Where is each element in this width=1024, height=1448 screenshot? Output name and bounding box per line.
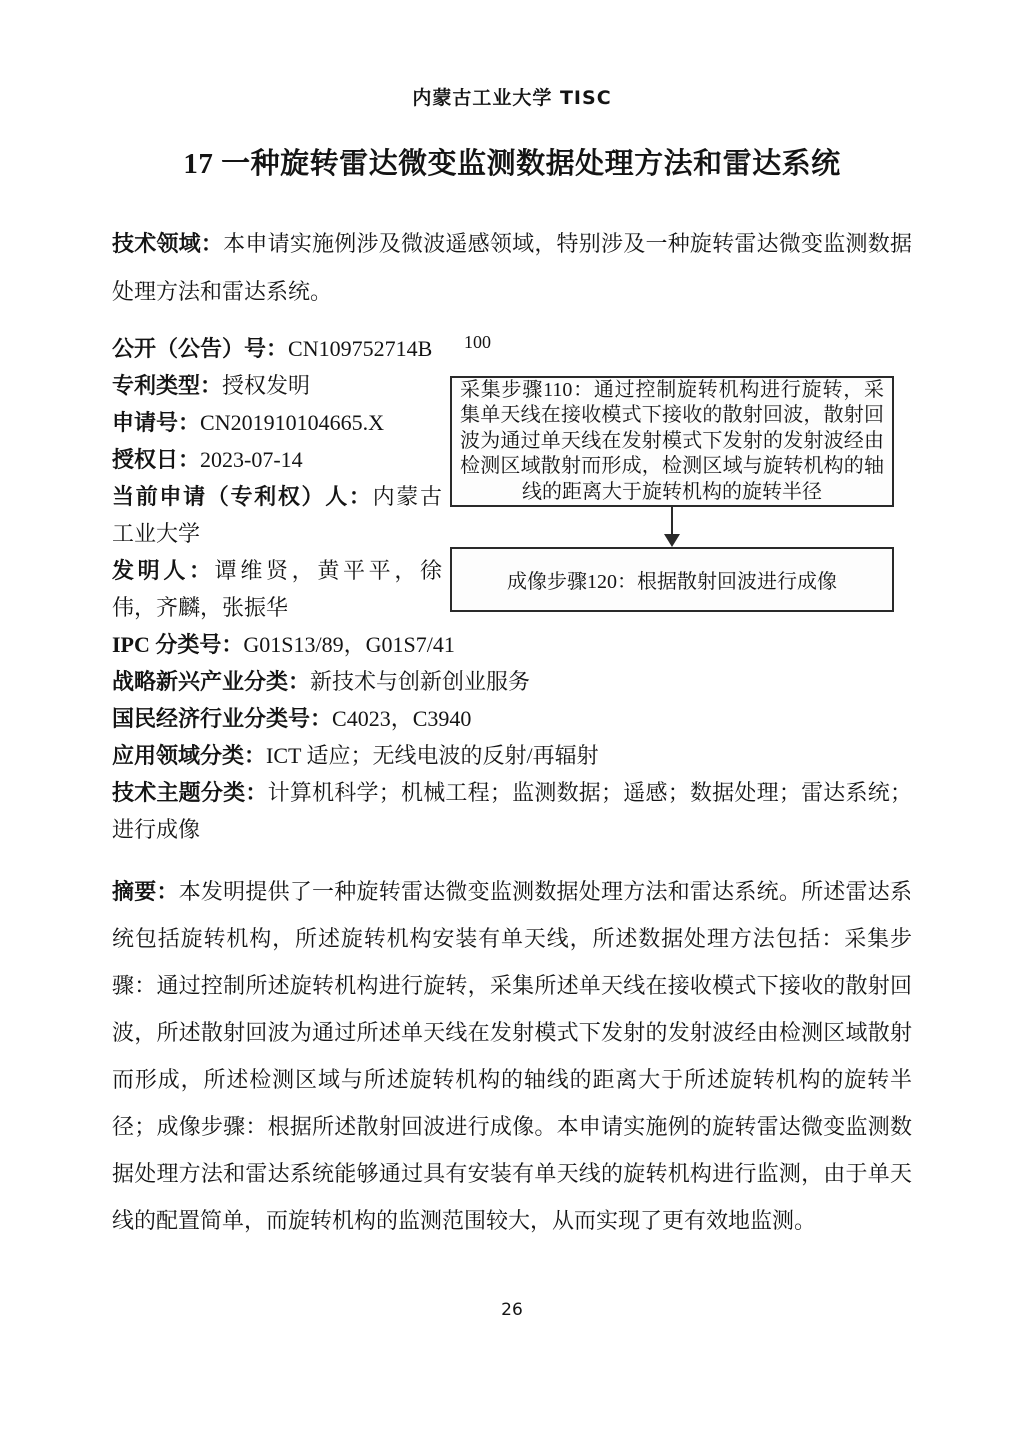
field-value: 谭维贤，黄平平，徐伟，齐麟，张振华 [112,558,442,620]
field-label: 应用领域分类： [112,743,267,768]
field-application-domain-classification [112,737,912,774]
figure-ref-label: 100 [464,332,491,352]
page-title: 17 一种旋转雷达微变监测数据处理方法和雷达系统 [183,148,841,180]
field-value: C4023，C3940 [332,706,472,731]
field-value: CN109752714B [288,336,433,361]
field-label: 申请号： [112,410,201,435]
field-label: IPC 分类号： [112,632,244,657]
field-value: ICT 适应；无线电波的反射/再辐射 [266,743,599,768]
technical-field-text: 本申请实施例涉及微波遥感领域，特别涉及一种旋转雷达微变监测数据处理方法和雷达系统。 [112,231,912,304]
abstract-paragraph [112,868,912,1244]
field-value: 新技术与创新创业服务 [310,669,531,694]
field-label: 技术主题分类： [112,780,268,805]
field-label: 国民经济行业分类号： [112,706,333,731]
field-label: 公开（公告）号： [112,336,289,361]
patent-info-section [112,330,912,848]
technical-field-label: 技术领域： [112,231,224,256]
page-header: 内蒙古工业大学 TISC [412,87,612,109]
field-label: 发明人： [112,558,215,583]
field-value: 计算机科学；机械工程；监测数据；遥感；数据处理；雷达系统；进行成像 [112,780,912,842]
flowchart-step1-box: 采集步骤110：通过控制旋转机构进行旋转，采集单天线在接收模式下接收的散射回波，散射回波为通过单天线在发射模式下发射的发射波经由检测区域散射而形成，检测区域与旋转机构的轴线的距离大于旋转机构的旋转半径 [450,376,894,507]
field-technical-topic-classification [112,774,912,848]
field-label: 授权日： [112,447,201,472]
field-value: 内蒙古工业大学 [112,484,442,546]
abstract-text: 本发明提供了一种旋转雷达微变监测数据处理方法和雷达系统。所述雷达系统包括旋转机构，所述旋转机构安装有单天线，所述数据处理方法包括：采集步骤：通过控制所述旋转机构进行旋转，采集所述单天线在接收模式下接收的散射回波，所述散射回波为通过所述单天线在发射模式下发射的发射波经由检测区域散射而形成，所述检测区域与所述旋转机构的轴线的距离大于所述旋转机构的旋转半径；成像步骤：根据所述散射回波进行成像。本申请实施例的旋转雷达微变监测数据处理方法和雷达系统能够通过具有安装有单天线的旋转机构进行监测，由于单天线的配置简单，而旋转机构的监测范围较大，从而实现了更有效地监测。 [112,879,912,1233]
field-ipc-classification [112,626,912,663]
page-number: 26 [501,1300,523,1320]
field-national-economy-classification [112,700,912,737]
field-value: 授权发明 [222,373,311,398]
field-value: CN201910104665.X [200,410,384,435]
technical-field-paragraph [112,220,912,316]
field-strategic-industry-classification [112,663,912,700]
field-label: 专利类型： [112,373,223,398]
flowchart-arrow [450,507,894,547]
field-value: 2023-07-14 [200,447,303,472]
flowchart-step2-box: 成像步骤120：根据散射回波进行成像 [450,547,894,612]
arrow-line [671,507,673,534]
abstract-label: 摘要： [112,879,179,904]
field-label: 当前申请（专利权）人： [112,484,373,509]
field-label: 战略新兴产业分类： [112,669,311,694]
field-value: G01S13/89，G01S7/41 [243,632,455,657]
arrow-down-icon [664,534,680,547]
flowchart-figure [450,330,912,612]
